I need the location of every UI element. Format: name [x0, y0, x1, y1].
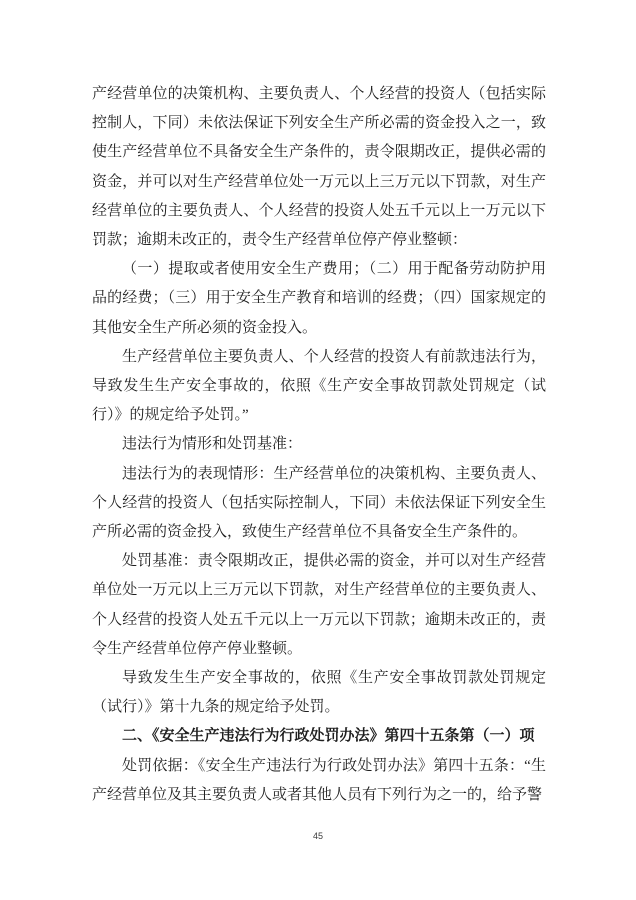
paragraph: 处罚基准：责令限期改正，提供必需的资金，并可以对生产经营单位处一万元以上三万元以下罚款，对生产经营单位的主要负责人、个人经营的投资人处五千元以上一万元以下罚款；逾期未改正的，责令生产经营单位停产停业整顿。: [92, 553, 546, 657]
section-heading: 二、《安全生产违法行为行政处罚办法》第四十五条第（一）项: [122, 728, 535, 745]
paragraph: （一）提取或者使用安全生产费用；（二）用于配备劳动防护用品的经费；（三）用于安全生产教育和培训的经费；（四）国家规定的其他安全生产所必须的资金投入。: [92, 261, 546, 336]
paragraph: 产经营单位的决策机构、主要负责人、个人经营的投资人（包括实际控制人，下同）未依法保证下列安全生产所必需的资金投入之一，致使生产经营单位不具备安全生产条件的，责令限期改正，提供必需的资金，并可以对生产经营单位处一万元以上三万元以下罚款，对生产经营单位的主要负责人、个人经营的投资人处五千元以上一万元以下罚款；逾期未改正的，责令生产经营单位停产停业整顿：: [92, 86, 546, 249]
paragraph: 导致发生生产安全事故的，依照《生产安全事故罚款处罚规定（试行）》第十九条的规定给予处罚。: [92, 670, 546, 716]
paragraph: 处罚依据：《安全生产违法行为行政处罚办法》第四十五条：“生产经营单位及其主要负责人或者其他人员有下列行为之一的，给予警: [92, 757, 546, 803]
document-body: [92, 80, 546, 810]
paragraph: 违法行为情形和处罚基准：: [122, 436, 303, 453]
paragraph: 生产经营单位主要负责人、个人经营的投资人有前款违法行为，导致发生生产安全事故的，依照《生产安全事故罚款处罚规定（试行）》的规定给予处罚。”: [92, 348, 546, 424]
page-number: 45: [312, 831, 323, 841]
paragraph: 违法行为的表现情形：生产经营单位的决策机构、主要负责人、个人经营的投资人（包括实际控制人，下同）未依法保证下列安全生产所必需的资金投入，致使生产经营单位不具备安全生产条件的。: [92, 465, 546, 541]
